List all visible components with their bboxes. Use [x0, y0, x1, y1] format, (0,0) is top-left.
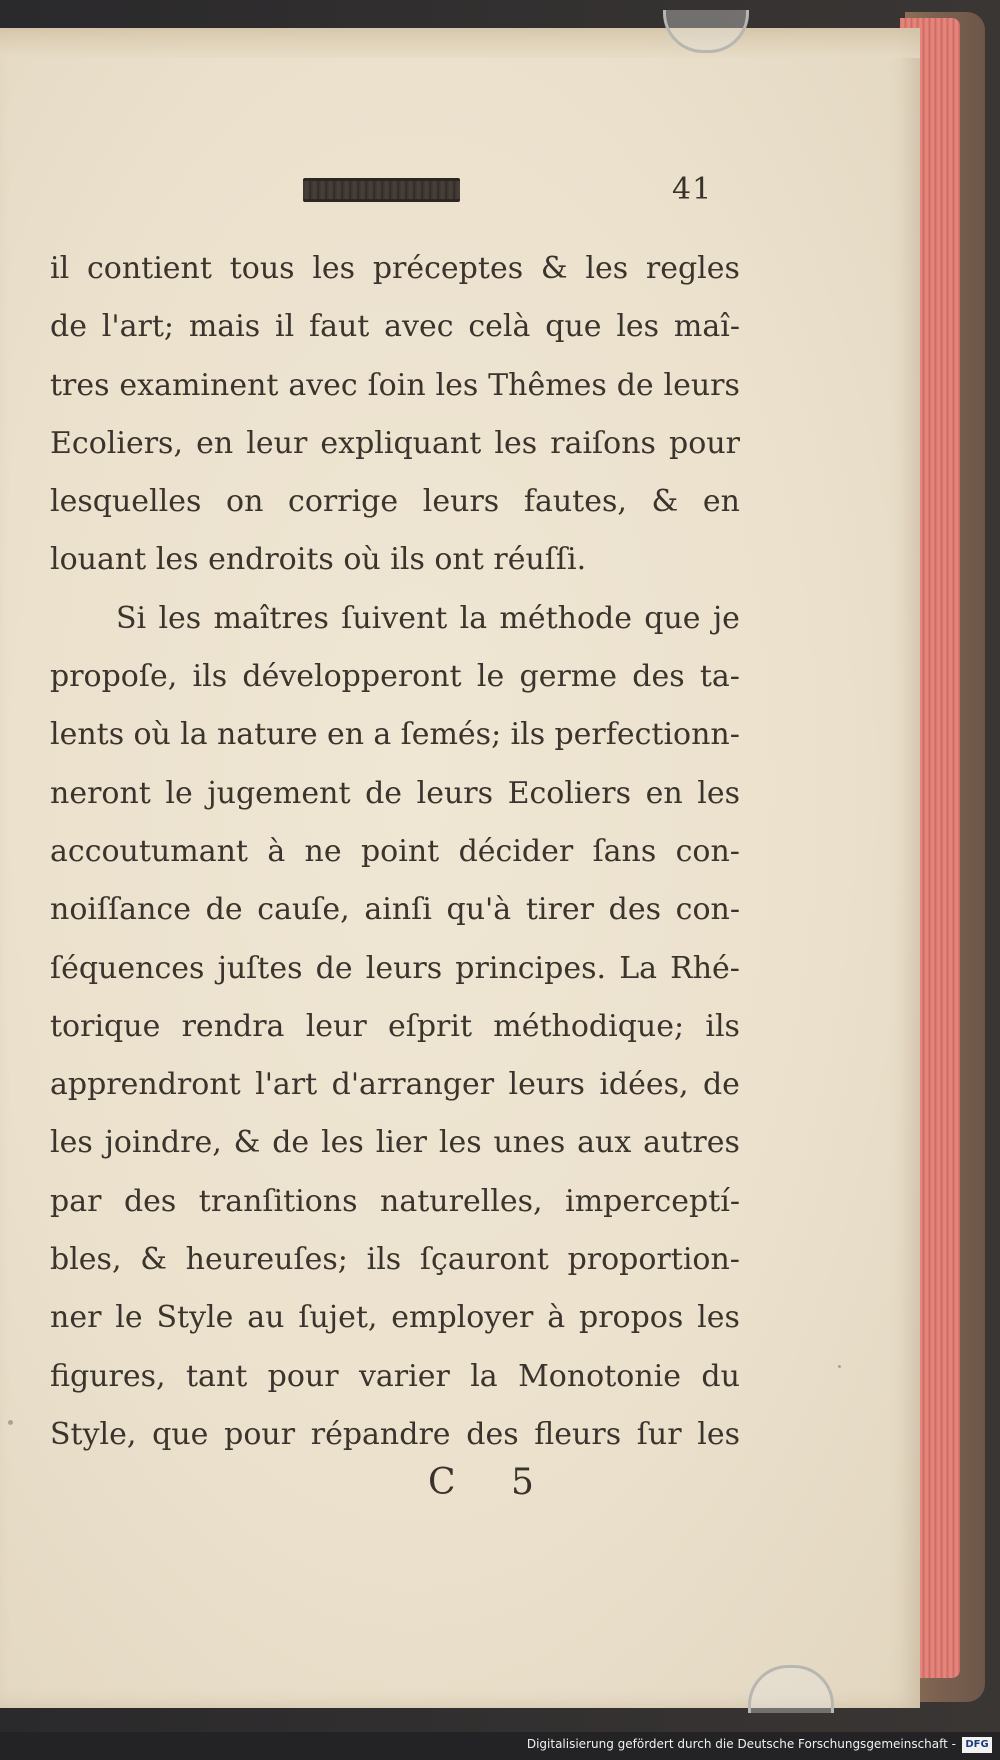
text-word: ſujet, [298, 1300, 378, 1336]
text-word: que [152, 1416, 209, 1452]
text-line [50, 298, 740, 356]
text-word: les [616, 309, 660, 345]
text-word: ſéquences [50, 950, 205, 986]
text-word: l'art [255, 1067, 318, 1103]
dfg-logo: DFG [962, 1737, 992, 1753]
text-word: en [702, 484, 740, 520]
text-word: les [697, 1300, 740, 1336]
text-word: avec [384, 309, 454, 345]
text-word: perfectionn- [554, 717, 740, 753]
text-word: joindre, [104, 1125, 222, 1161]
text-word: con- [675, 833, 740, 869]
text-word: maî- [673, 309, 740, 345]
text-word: l'art; [101, 309, 175, 345]
text-word: au [247, 1300, 285, 1336]
text-word: de [50, 309, 87, 345]
text-line [50, 881, 740, 939]
text-word: fleurs [534, 1416, 622, 1452]
signature-mark: C 5 [428, 1462, 556, 1503]
text-word: des [632, 659, 685, 695]
text-word: le [115, 1300, 143, 1336]
text-word: les [321, 1125, 364, 1161]
text-word: de [702, 1067, 740, 1103]
text-word: leur [246, 425, 308, 461]
text-word: propoſe, [50, 659, 178, 695]
text-word: les [585, 251, 629, 286]
text-word: varier [358, 1358, 450, 1394]
text-word: ſemés; [400, 717, 502, 753]
text-word: Thêmes [488, 367, 607, 403]
text-word: en [645, 775, 683, 811]
text-word: principes. [455, 950, 607, 986]
text-word: tirer [525, 892, 594, 928]
text-word: ils [705, 1008, 740, 1044]
text-word: proportion- [567, 1242, 740, 1278]
text-word: autres [643, 1125, 740, 1161]
text-word: de [272, 1125, 310, 1161]
text-word: les [158, 600, 202, 636]
text-line [50, 1289, 740, 1347]
text-word: bles, [50, 1242, 122, 1278]
text-word: eſprit [387, 1008, 473, 1044]
text-line [50, 706, 740, 764]
text-word: leurs [663, 367, 740, 403]
text-word: figures, [50, 1358, 166, 1394]
text-word: imperceptí- [565, 1183, 740, 1219]
header-ornament-rule [303, 178, 460, 202]
text-word: par [50, 1183, 102, 1219]
text-word: du [701, 1358, 740, 1394]
text-word: unes [493, 1125, 566, 1161]
text-line [50, 531, 740, 589]
text-word: les [494, 425, 538, 461]
text-word: de [205, 892, 243, 928]
funding-credit: Digitalisierung gefördert durch die Deutsche Forschungsgemeinschaft - [526, 1737, 956, 1751]
text-word: à [267, 833, 286, 869]
text-word: juſtes [217, 950, 303, 986]
text-word: ſans [592, 833, 657, 869]
text-word: pour [669, 425, 740, 461]
text-word: leurs [422, 484, 500, 520]
text-word: les [438, 1125, 482, 1161]
text-word: tranſitions [198, 1183, 358, 1219]
text-word: ſur [636, 1416, 682, 1452]
text-word: heureuſes; [185, 1242, 348, 1278]
text-word: les [155, 542, 209, 578]
text-word: ils [510, 717, 546, 753]
text-word: les [50, 1125, 93, 1161]
paper-speck [838, 1365, 841, 1368]
text-word: ſoin [367, 367, 426, 403]
text-line [50, 1231, 740, 1289]
text-word: réuſſi. [493, 542, 587, 578]
text-word: le [476, 659, 505, 695]
text-word: où [343, 542, 391, 578]
text-word: raiſons [550, 425, 656, 461]
text-word: naturelles, [380, 1183, 543, 1219]
text-word: de [616, 367, 654, 403]
body-text [50, 240, 740, 1464]
text-word: ainſi [364, 892, 432, 928]
text-word: Style [156, 1300, 234, 1336]
text-word: leurs [365, 950, 443, 986]
text-word: les [312, 251, 356, 286]
text-word: torique [50, 1008, 161, 1044]
text-word: où [133, 717, 171, 753]
text-line [50, 1406, 740, 1464]
text-word: pour [267, 1358, 339, 1394]
text-word: examinent [119, 367, 279, 403]
text-word: de [315, 950, 353, 986]
text-word: maîtres [213, 600, 329, 636]
text-line [50, 823, 740, 881]
text-word: à [547, 1300, 566, 1336]
text-word: rendra [181, 1008, 285, 1044]
text-word: on [226, 484, 264, 520]
paper-speck [8, 1420, 13, 1425]
text-word: ta- [699, 659, 740, 695]
text-word: ils [390, 542, 435, 578]
text-word: ont [434, 542, 494, 578]
text-word: regles [645, 251, 740, 286]
text-word: faut [308, 309, 370, 345]
text-word: méthodique; [493, 1008, 685, 1044]
text-word: les [697, 1416, 740, 1452]
text-word: tres [50, 367, 110, 403]
text-word: fautes, [523, 484, 627, 520]
text-word: leurs [508, 1067, 585, 1103]
text-word: employer [391, 1300, 534, 1336]
text-line [50, 1114, 740, 1172]
text-word: neront [50, 775, 151, 811]
text-word: en [196, 425, 234, 461]
text-word: méthode [499, 600, 632, 636]
text-word: lesquelles [50, 484, 202, 520]
text-word: contient [86, 251, 212, 286]
text-line [50, 1056, 740, 1114]
text-word: La [619, 950, 657, 986]
text-word: décider [458, 833, 574, 869]
text-line [50, 648, 740, 706]
text-word: il [50, 251, 70, 286]
text-word: propos [579, 1300, 684, 1336]
text-word: tant [185, 1358, 248, 1394]
text-word: & [651, 484, 679, 520]
text-word: ner [50, 1300, 102, 1336]
text-line [50, 415, 740, 473]
text-word: des [466, 1416, 519, 1452]
text-word: les [697, 775, 740, 811]
text-word: noiſſance [50, 892, 191, 928]
text-word: la [470, 1358, 498, 1394]
text-word: que [644, 600, 701, 636]
text-word: ne [304, 833, 342, 869]
text-word: la [459, 600, 488, 636]
text-word: ſçauront [419, 1242, 549, 1278]
text-line [50, 1348, 740, 1406]
text-word: de [365, 775, 403, 811]
text-word: ſuivent [341, 600, 448, 636]
text-word: des [123, 1183, 177, 1219]
text-word: louant [50, 542, 156, 578]
text-word: endroits [208, 542, 344, 578]
text-word: aux [577, 1125, 632, 1161]
text-word: apprendront [50, 1067, 241, 1103]
text-word: con- [675, 892, 740, 928]
text-word: il [274, 309, 295, 345]
text-line [50, 1173, 740, 1231]
text-word: développeront [242, 659, 462, 695]
text-word: corrige [288, 484, 399, 520]
text-word: & [140, 1242, 167, 1278]
footer-bar [0, 1732, 1000, 1760]
text-word: accoutumant [50, 833, 248, 869]
text-word: Ecoliers, [50, 425, 183, 461]
text-word: mais [188, 309, 261, 345]
text-word: expliquant [320, 425, 482, 461]
text-word: lents [50, 717, 125, 753]
text-word: a [373, 717, 392, 753]
text-line [50, 998, 740, 1056]
text-line [50, 765, 740, 823]
text-word: répandre [310, 1416, 451, 1452]
text-word: ils [366, 1242, 402, 1278]
text-word: & [233, 1125, 261, 1161]
text-word: Ecoliers [507, 775, 632, 811]
text-line [50, 473, 740, 531]
text-word: le [165, 775, 193, 811]
text-word: cauſe, [257, 892, 350, 928]
text-word: que [545, 309, 602, 345]
text-word: Rhé- [670, 950, 740, 986]
text-word: tous [229, 251, 295, 286]
text-word: d'arranger [331, 1067, 495, 1103]
text-word: ils [192, 659, 228, 695]
text-word: nature [216, 717, 318, 753]
text-word: germe [519, 659, 617, 695]
text-word: la [180, 717, 208, 753]
text-word: les [435, 367, 479, 403]
text-word: Monotonie [518, 1358, 682, 1394]
text-line [50, 357, 740, 415]
text-word: des [608, 892, 661, 928]
text-word: en [327, 717, 365, 753]
text-word: Style, [50, 1416, 137, 1452]
text-word: idées, [599, 1067, 689, 1103]
text-word: lier [375, 1125, 427, 1161]
text-word: celà [468, 309, 531, 345]
text-word: Si [116, 600, 147, 636]
page-number: 41 [672, 172, 713, 207]
text-line [50, 940, 740, 998]
text-word: & [540, 251, 568, 286]
text-line [50, 590, 740, 648]
text-word: point [360, 833, 440, 869]
text-word: pour [224, 1416, 296, 1452]
text-word: préceptes [372, 251, 524, 286]
text-word: qu'à [446, 892, 512, 928]
text-line [50, 240, 740, 298]
text-word: jugement [207, 775, 351, 811]
text-word: leur [305, 1008, 367, 1044]
text-word: avec [288, 367, 358, 403]
page-top-shadow [0, 28, 920, 58]
text-word: je [712, 600, 740, 636]
text-word: leurs [416, 775, 494, 811]
